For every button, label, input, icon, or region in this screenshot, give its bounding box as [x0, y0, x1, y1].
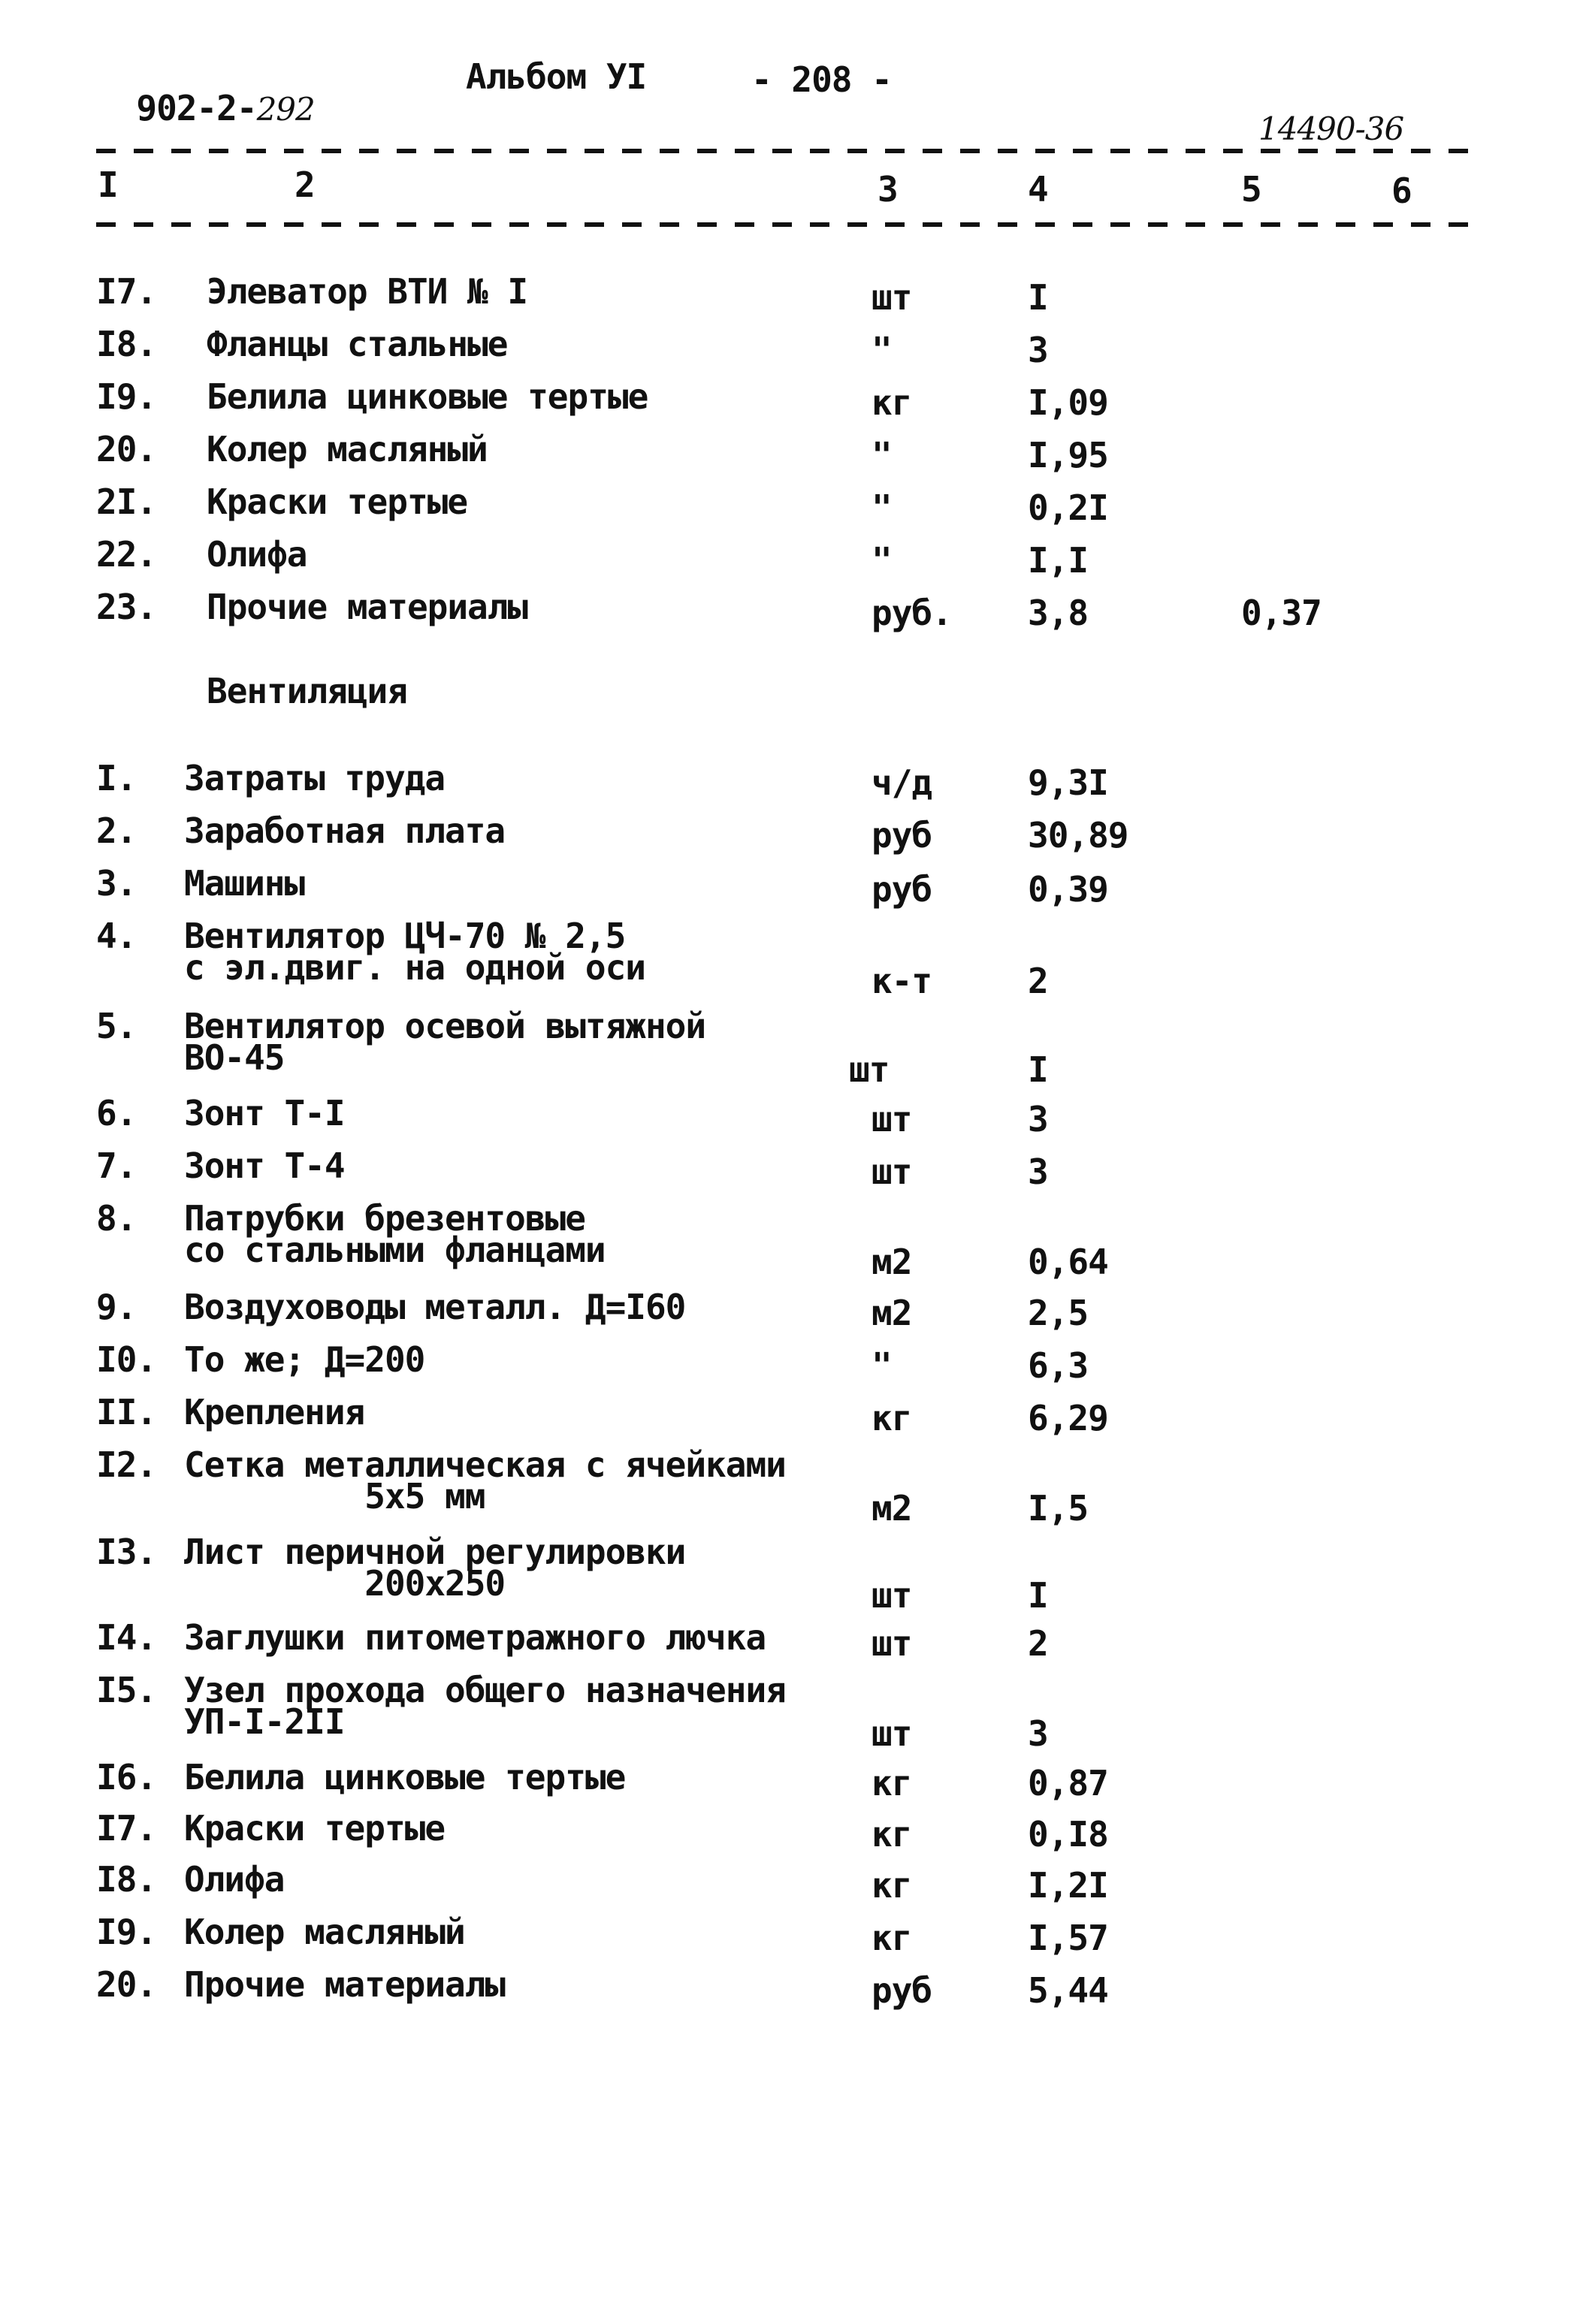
item-name: Узел прохода общего назначения: [184, 1670, 786, 1710]
row-number: 20.: [96, 429, 157, 469]
item-name-continued: с эл.двиг. на одной оси: [184, 947, 645, 988]
quantity: 3: [1028, 1099, 1048, 1139]
unit: ч/д: [872, 762, 932, 803]
quantity: 0,39: [1028, 869, 1108, 910]
unit: м2: [872, 1242, 912, 1282]
row-number: II.: [96, 1392, 157, 1432]
unit: шт: [872, 1575, 912, 1616]
row-number: I6.: [96, 1757, 157, 1797]
quantity: 0,2I: [1028, 487, 1108, 528]
quantity: 9,3I: [1028, 762, 1108, 803]
unit: ": [872, 435, 892, 475]
quantity: 0,64: [1028, 1242, 1108, 1282]
row-number: I5.: [96, 1670, 157, 1710]
quantity: 2,5: [1028, 1293, 1089, 1333]
quantity: I: [1028, 1575, 1048, 1616]
col-header-1: I: [98, 164, 118, 205]
row-number: 2.: [96, 810, 137, 851]
doc-code-handwritten: 292: [256, 91, 315, 128]
unit: ": [872, 487, 892, 528]
item-name: Зонт Т-I: [184, 1093, 345, 1133]
item-name: Белила цинковые тертые: [207, 376, 648, 417]
item-name: Крепления: [184, 1392, 365, 1432]
row-number: I0.: [96, 1339, 157, 1380]
quantity: 0,87: [1028, 1763, 1108, 1803]
row-number: 20.: [96, 1964, 157, 2005]
item-name-continued: ВО-45: [184, 1037, 285, 1078]
item-name-continued: 200x250: [184, 1563, 506, 1604]
quantity: I,I: [1028, 540, 1089, 581]
row-number: I4.: [96, 1617, 157, 1658]
header-rule-top: [96, 149, 1471, 153]
item-name: Прочие материалы: [184, 1964, 506, 2005]
quantity: 0,I8: [1028, 1814, 1108, 1855]
unit: шт: [872, 1623, 912, 1664]
col-header-3: 3: [878, 169, 898, 210]
unit: м2: [872, 1488, 912, 1529]
unit: ": [872, 540, 892, 581]
item-name: Заглушки питометражного лючка: [184, 1617, 766, 1658]
unit: к-т: [872, 961, 932, 1001]
quantity: 3: [1028, 1151, 1048, 1192]
item-name: Затраты труда: [184, 758, 446, 798]
row-number: 4.: [96, 916, 137, 956]
row-number: 2I.: [96, 481, 157, 522]
col-header-6: 6: [1391, 171, 1412, 211]
item-name: Колер масляный: [184, 1912, 465, 1952]
row-number: 22.: [96, 534, 157, 575]
unit: кг: [872, 1814, 912, 1855]
item-name: Краски тертые: [184, 1808, 446, 1849]
unit: руб: [872, 815, 932, 856]
unit: м2: [872, 1293, 912, 1333]
quantity: 6,29: [1028, 1398, 1108, 1438]
item-name: Колер масляный: [207, 429, 488, 469]
quantity: I,2I: [1028, 1865, 1108, 1906]
unit: кг: [872, 1918, 912, 1958]
item-name: Зонт Т-4: [184, 1145, 345, 1186]
unit: руб: [872, 1970, 932, 2011]
quantity: 3: [1028, 1713, 1048, 1754]
row-number: I8.: [96, 1859, 157, 1900]
quantity: 2: [1028, 961, 1048, 1001]
quantity: 6,3: [1028, 1345, 1089, 1386]
quantity: 30,89: [1028, 815, 1128, 856]
quantity: 3,8: [1028, 593, 1089, 633]
row-number: I7.: [96, 1808, 157, 1849]
col-header-5: 5: [1241, 169, 1261, 210]
item-name: Сетка металлическая с ячейками: [184, 1444, 786, 1485]
doc-code: [96, 54, 315, 128]
item-name: Вентилятор ЦЧ-70 № 2,5: [184, 916, 626, 956]
unit: шт: [872, 1151, 912, 1192]
item-name: Воздуховоды металл. Д=I60: [184, 1287, 686, 1327]
quantity: 3: [1028, 330, 1048, 370]
unit: шт: [849, 1049, 890, 1090]
row-number: 6.: [96, 1093, 137, 1133]
column-5-value: 0,37: [1241, 593, 1322, 633]
section-title-ventilation: Вентиляция: [207, 671, 407, 711]
item-name: Патрубки брезентовые: [184, 1198, 585, 1239]
item-name-continued: со стальными фланцами: [184, 1230, 606, 1270]
unit: ": [872, 1345, 892, 1386]
item-name: Белила цинковые тертые: [184, 1757, 626, 1797]
unit: шт: [872, 1713, 912, 1754]
album-title: Альбом УI: [466, 56, 647, 97]
unit: кг: [872, 382, 912, 423]
row-number: 23.: [96, 587, 157, 627]
unit: шт: [872, 1099, 912, 1139]
quantity: 2: [1028, 1623, 1048, 1664]
item-name: Машины: [184, 863, 305, 904]
row-number: 8.: [96, 1198, 137, 1239]
item-name-continued: 5x5 мм: [184, 1476, 485, 1517]
item-name: Прочие материалы: [207, 587, 528, 627]
quantity: I,95: [1028, 435, 1108, 475]
unit: кг: [872, 1763, 912, 1803]
handwritten-stamp: 14490-36: [1258, 110, 1404, 147]
row-number: I3.: [96, 1532, 157, 1572]
header-rule-bottom: [96, 222, 1471, 227]
row-number: 3.: [96, 863, 137, 904]
unit: руб: [872, 869, 932, 910]
unit: руб.: [872, 593, 952, 633]
doc-code-prefix: 902-2-: [136, 88, 257, 128]
row-number: I8.: [96, 324, 157, 364]
quantity: I: [1028, 277, 1048, 318]
item-name: Лист перичной регулировки: [184, 1532, 686, 1572]
row-number: I9.: [96, 376, 157, 417]
item-name: Элеватор ВТИ № I: [207, 271, 528, 312]
item-name-continued: УП-I-2II: [184, 1701, 345, 1742]
row-number: 9.: [96, 1287, 137, 1327]
row-number: I.: [96, 758, 137, 798]
item-name: Олифа: [207, 534, 307, 575]
quantity: I: [1028, 1049, 1048, 1090]
row-number: 5.: [96, 1006, 137, 1046]
row-number: 7.: [96, 1145, 137, 1186]
col-header-2: 2: [295, 164, 315, 205]
unit: шт: [872, 277, 912, 318]
quantity: 5,44: [1028, 1970, 1108, 2011]
unit: кг: [872, 1398, 912, 1438]
row-number: I9.: [96, 1912, 157, 1952]
col-header-4: 4: [1028, 169, 1048, 210]
item-name: Краски тертые: [207, 481, 468, 522]
quantity: I,5: [1028, 1488, 1089, 1529]
row-number: I2.: [96, 1444, 157, 1485]
item-name: Заработная плата: [184, 810, 506, 851]
item-name: Олифа: [184, 1859, 285, 1900]
quantity: I,09: [1028, 382, 1108, 423]
page-number: - 208 -: [751, 59, 892, 100]
unit: ": [872, 330, 892, 370]
item-name: То же; Д=200: [184, 1339, 425, 1380]
row-number: I7.: [96, 271, 157, 312]
item-name: Вентилятор осевой вытяжной: [184, 1006, 706, 1046]
unit: кг: [872, 1865, 912, 1906]
quantity: I,57: [1028, 1918, 1108, 1958]
item-name: Фланцы стальные: [207, 324, 508, 364]
